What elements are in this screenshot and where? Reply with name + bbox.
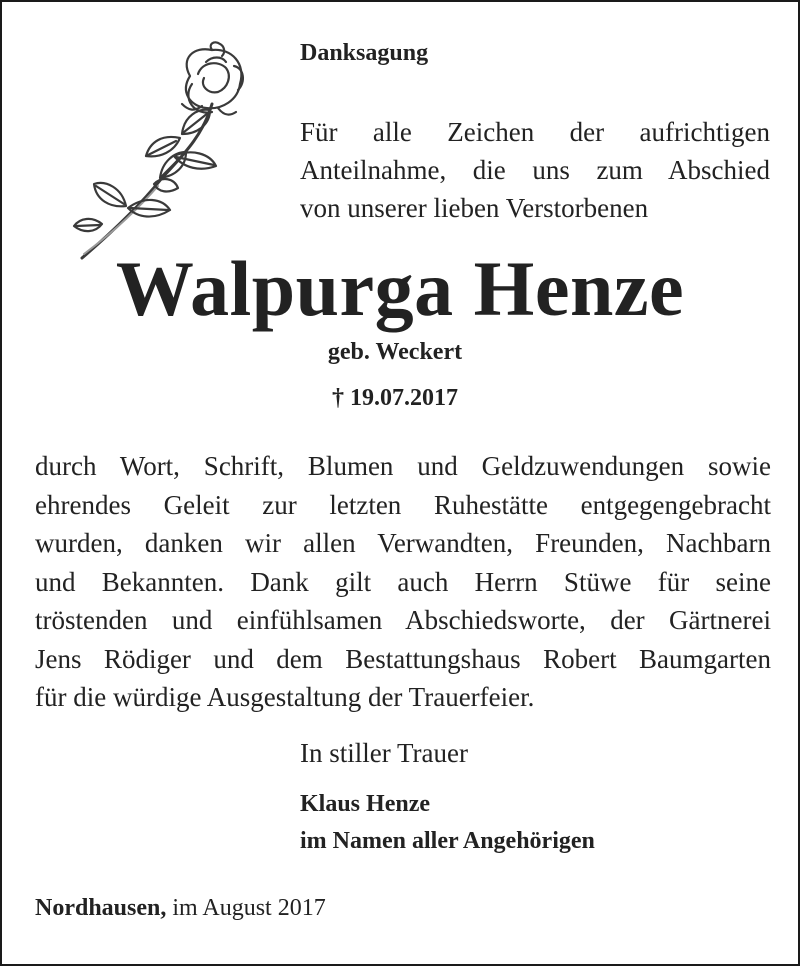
body-line: Jens Rödiger und dem Bestattungshaus Robert Baumgarten [35, 643, 771, 674]
body-line: tröstenden und einfühlsamen Abschiedsworte, der Gärtnerei [35, 605, 771, 635]
heading: Danksagung [300, 40, 429, 66]
intro-line: von unserer lieben Verstorbenen [300, 193, 649, 223]
signer-note: im Namen aller Angehörigen [300, 828, 595, 854]
deceased-name: Walpurga Henze [115, 245, 685, 332]
body-line: für die würdige Ausgestaltung der Trauerfeier. [35, 682, 535, 712]
intro-line: Anteilnahme, die uns zum Abschied [300, 155, 770, 185]
rose-icon [62, 38, 252, 268]
place-date [35, 895, 326, 922]
death-date: † 19.07.2017 [332, 385, 458, 411]
maiden-name: geb. Weckert [327, 339, 463, 365]
body-line: ehrendes Geleit zur letzten Ruhestätte entgegengebracht [35, 489, 771, 520]
body-line: und Bekannten. Dank gilt auch Herrn Stüwe für seine [35, 566, 771, 597]
signer-name: Klaus Henze [300, 791, 430, 817]
date: im August 2017 [172, 895, 326, 921]
body-text [35, 447, 771, 717]
intro-text [300, 113, 770, 227]
place: Nordhausen, [35, 895, 167, 921]
body-line: wurden, danken wir allen Verwandten, Freunden, Nachbarn [35, 528, 771, 558]
body-line: durch Wort, Schrift, Blumen und Geldzuwendungen sowie [35, 451, 771, 481]
signoff: In stiller Trauer [300, 738, 468, 768]
intro-line: Für alle Zeichen der aufrichtigen [300, 117, 770, 147]
